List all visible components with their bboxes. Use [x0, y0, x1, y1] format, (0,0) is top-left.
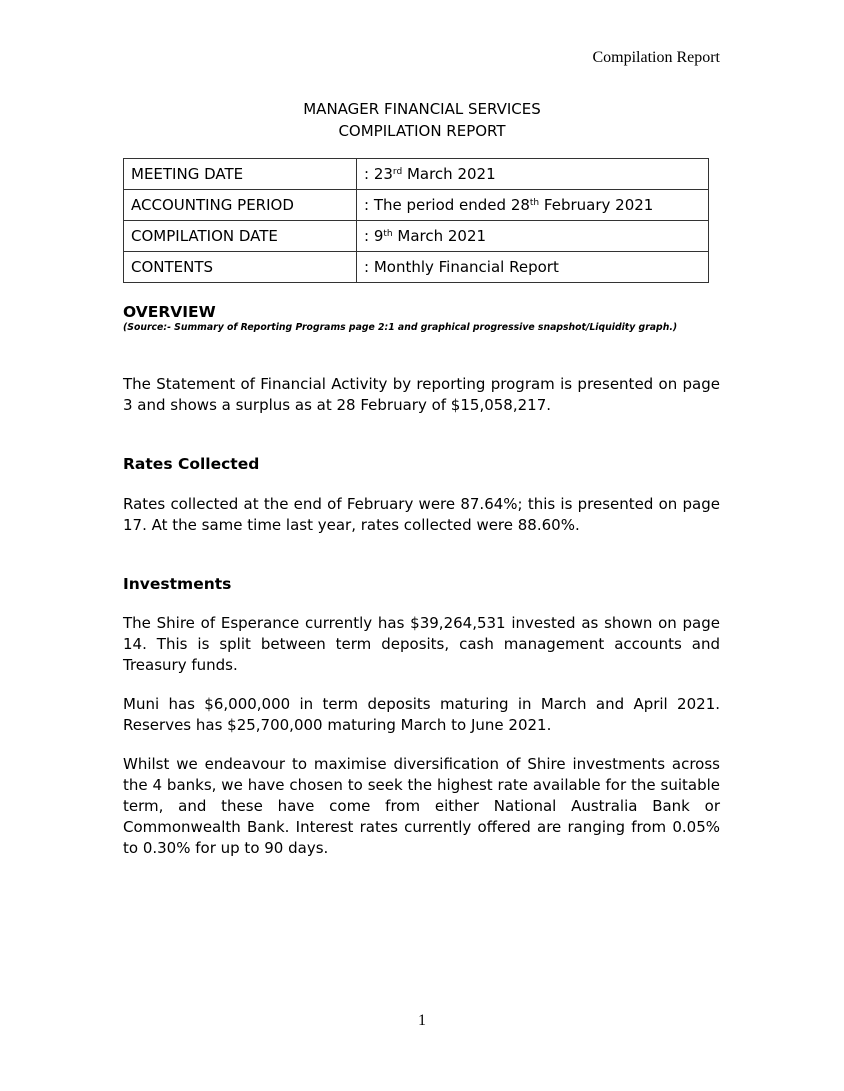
ordinal-suffix: th — [383, 229, 393, 239]
table-row — [124, 221, 709, 252]
value-text: February 2021 — [539, 196, 654, 214]
compilation-date-label: COMPILATION DATE — [124, 221, 357, 252]
overview-source-note: (Source:- Summary of Reporting Programs page 2:1 and graphical progressive snapshot/Liquidity graph.) — [123, 322, 678, 333]
running-header: Compilation Report — [592, 49, 720, 66]
accounting-period-value — [357, 190, 709, 221]
ordinal-suffix: th — [529, 198, 540, 208]
value-text: : Monthly Financial Report — [364, 258, 559, 276]
table-row — [124, 190, 709, 221]
value-text: March 2021 — [392, 227, 487, 245]
table-row — [124, 252, 709, 283]
value-text: March 2021 — [402, 165, 496, 183]
rates-collected-paragraph: Rates collected at the end of February were 87.64%; this is presented on page 17. At the same time last year, rates collected were 88.60%. — [123, 495, 720, 534]
value-text: : 23 — [364, 165, 393, 183]
overview-heading: OVERVIEW — [123, 303, 216, 321]
overview-paragraph: The Statement of Financial Activity by reporting program is presented on page 3 and shows a surplus as at 28 February of $15,058,217. — [123, 375, 720, 414]
page-number: 1 — [418, 1012, 426, 1029]
investments-heading: Investments — [123, 575, 232, 593]
value-text: : The period ended 28 — [364, 196, 530, 214]
meeting-date-label: MEETING DATE — [124, 159, 357, 190]
investments-paragraph-2: Muni has $6,000,000 in term deposits maturing in March and April 2021. Reserves has $25,700,000 maturing March to June 2021. — [123, 695, 720, 734]
meeting-date-value — [357, 159, 709, 190]
contents-label: CONTENTS — [124, 252, 357, 283]
report-title-line-2: COMPILATION REPORT — [338, 122, 506, 140]
accounting-period-label: ACCOUNTING PERIOD — [124, 190, 357, 221]
report-info-table — [123, 158, 709, 283]
table-row — [124, 159, 709, 190]
contents-value — [357, 252, 709, 283]
ordinal-suffix: rd — [392, 167, 403, 177]
investments-paragraph-3: Whilst we endeavour to maximise diversification of Shire investments across the 4 banks, we have chosen to seek the highest rate available for the suitable term, and these have come from either National Australia Bank or Commonwealth Bank. Interest rates currently offered are ranging from 0.05% to 0.30% for up to 90 days. — [123, 755, 720, 857]
report-title-line-1: MANAGER FINANCIAL SERVICES — [303, 100, 541, 118]
investments-paragraph-1: The Shire of Esperance currently has $39,264,531 invested as shown on page 14. This is split between term deposits, cash management accounts and Treasury funds. — [123, 614, 720, 674]
rates-collected-heading: Rates Collected — [123, 455, 260, 473]
value-text: : 9 — [364, 227, 384, 245]
compilation-date-value — [357, 221, 709, 252]
